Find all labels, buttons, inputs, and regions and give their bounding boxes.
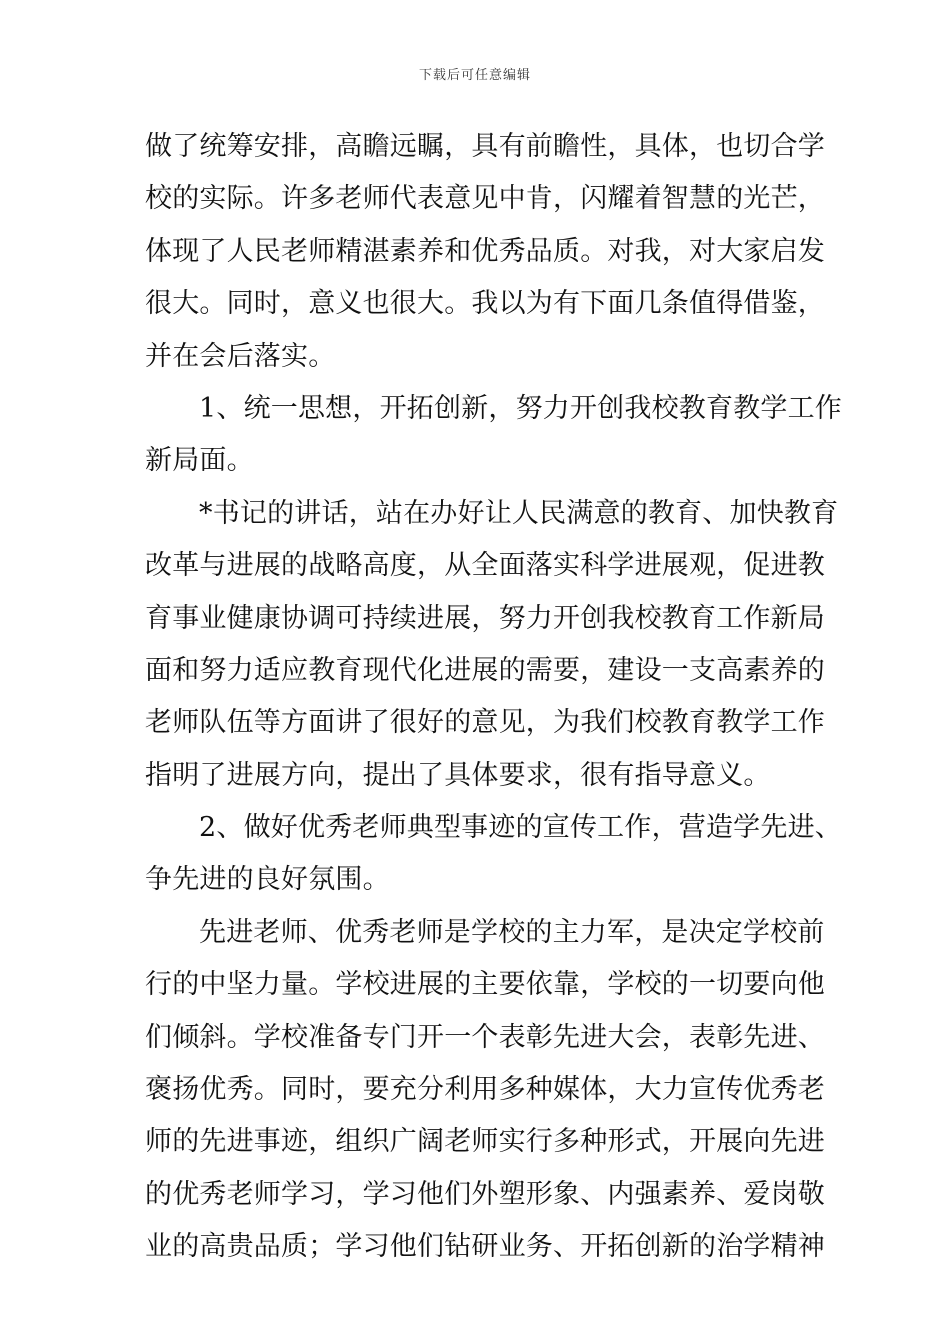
text-line: 1、统一思想，开拓创新，努力开创我校教育教学工作 [199,392,842,424]
text-line: 争先进的良好氛围。 [145,864,390,896]
text-line: 师的先进事迹，组织广阔老师实行多种形式，开展向先进 [145,1126,825,1158]
text-line: 老师队伍等方面讲了很好的意见，为我们校教育教学工作 [145,707,825,739]
text-line: 的优秀老师学习，学习他们外塑形象、内强素养、爱岗敬 [145,1178,825,1210]
text-line: 2、做好优秀老师典型事迹的宣传工作，营造学先进、 [199,812,842,844]
text-line: 行的中坚力量。学校进展的主要依靠，学校的一切要向他 [145,969,825,1001]
text-line: 面和努力适应教育现代化进展的需要，建设一支高素养的 [145,654,825,686]
text-line: 改革与进展的战略高度，从全面落实科学进展观，促进教 [145,550,825,582]
text-line: 们倾斜。学校准备专门开一个表彰先进大会，表彰先进、 [145,1021,825,1053]
page-header: 下载后可任意编辑 [418,68,531,83]
text-line: 先进老师、优秀老师是学校的主力军，是决定学校前 [199,916,825,948]
text-line: 业的高贵品质；学习他们钻研业务、开拓创新的治学精神 [145,1231,825,1263]
text-line: 褒扬优秀。同时，要充分利用多种媒体，大力宣传优秀老 [145,1074,825,1106]
text-line: 新局面。 [145,445,254,477]
text-line: 育事业健康协调可持续进展，努力开创我校教育工作新局 [145,602,825,634]
text-line: *书记的讲话，站在办好让人民满意的教育、加快教育 [199,497,839,529]
text-line: 很大。同时，意义也很大。我以为有下面几条值得借鉴， [145,288,825,320]
document-body [145,121,842,1274]
text-line: 校的实际。许多老师代表意见中肯，闪耀着智慧的光芒， [145,183,825,215]
text-line: 做了统筹安排，高瞻远瞩，具有前瞻性，具体，也切合学 [145,131,825,162]
text-line: 并在会后落实。 [145,340,336,372]
text-line: 体现了人民老师精湛素养和优秀品质。对我，对大家启发 [145,235,825,267]
text-line: 指明了进展方向，提出了具体要求，很有指导意义。 [145,759,771,791]
